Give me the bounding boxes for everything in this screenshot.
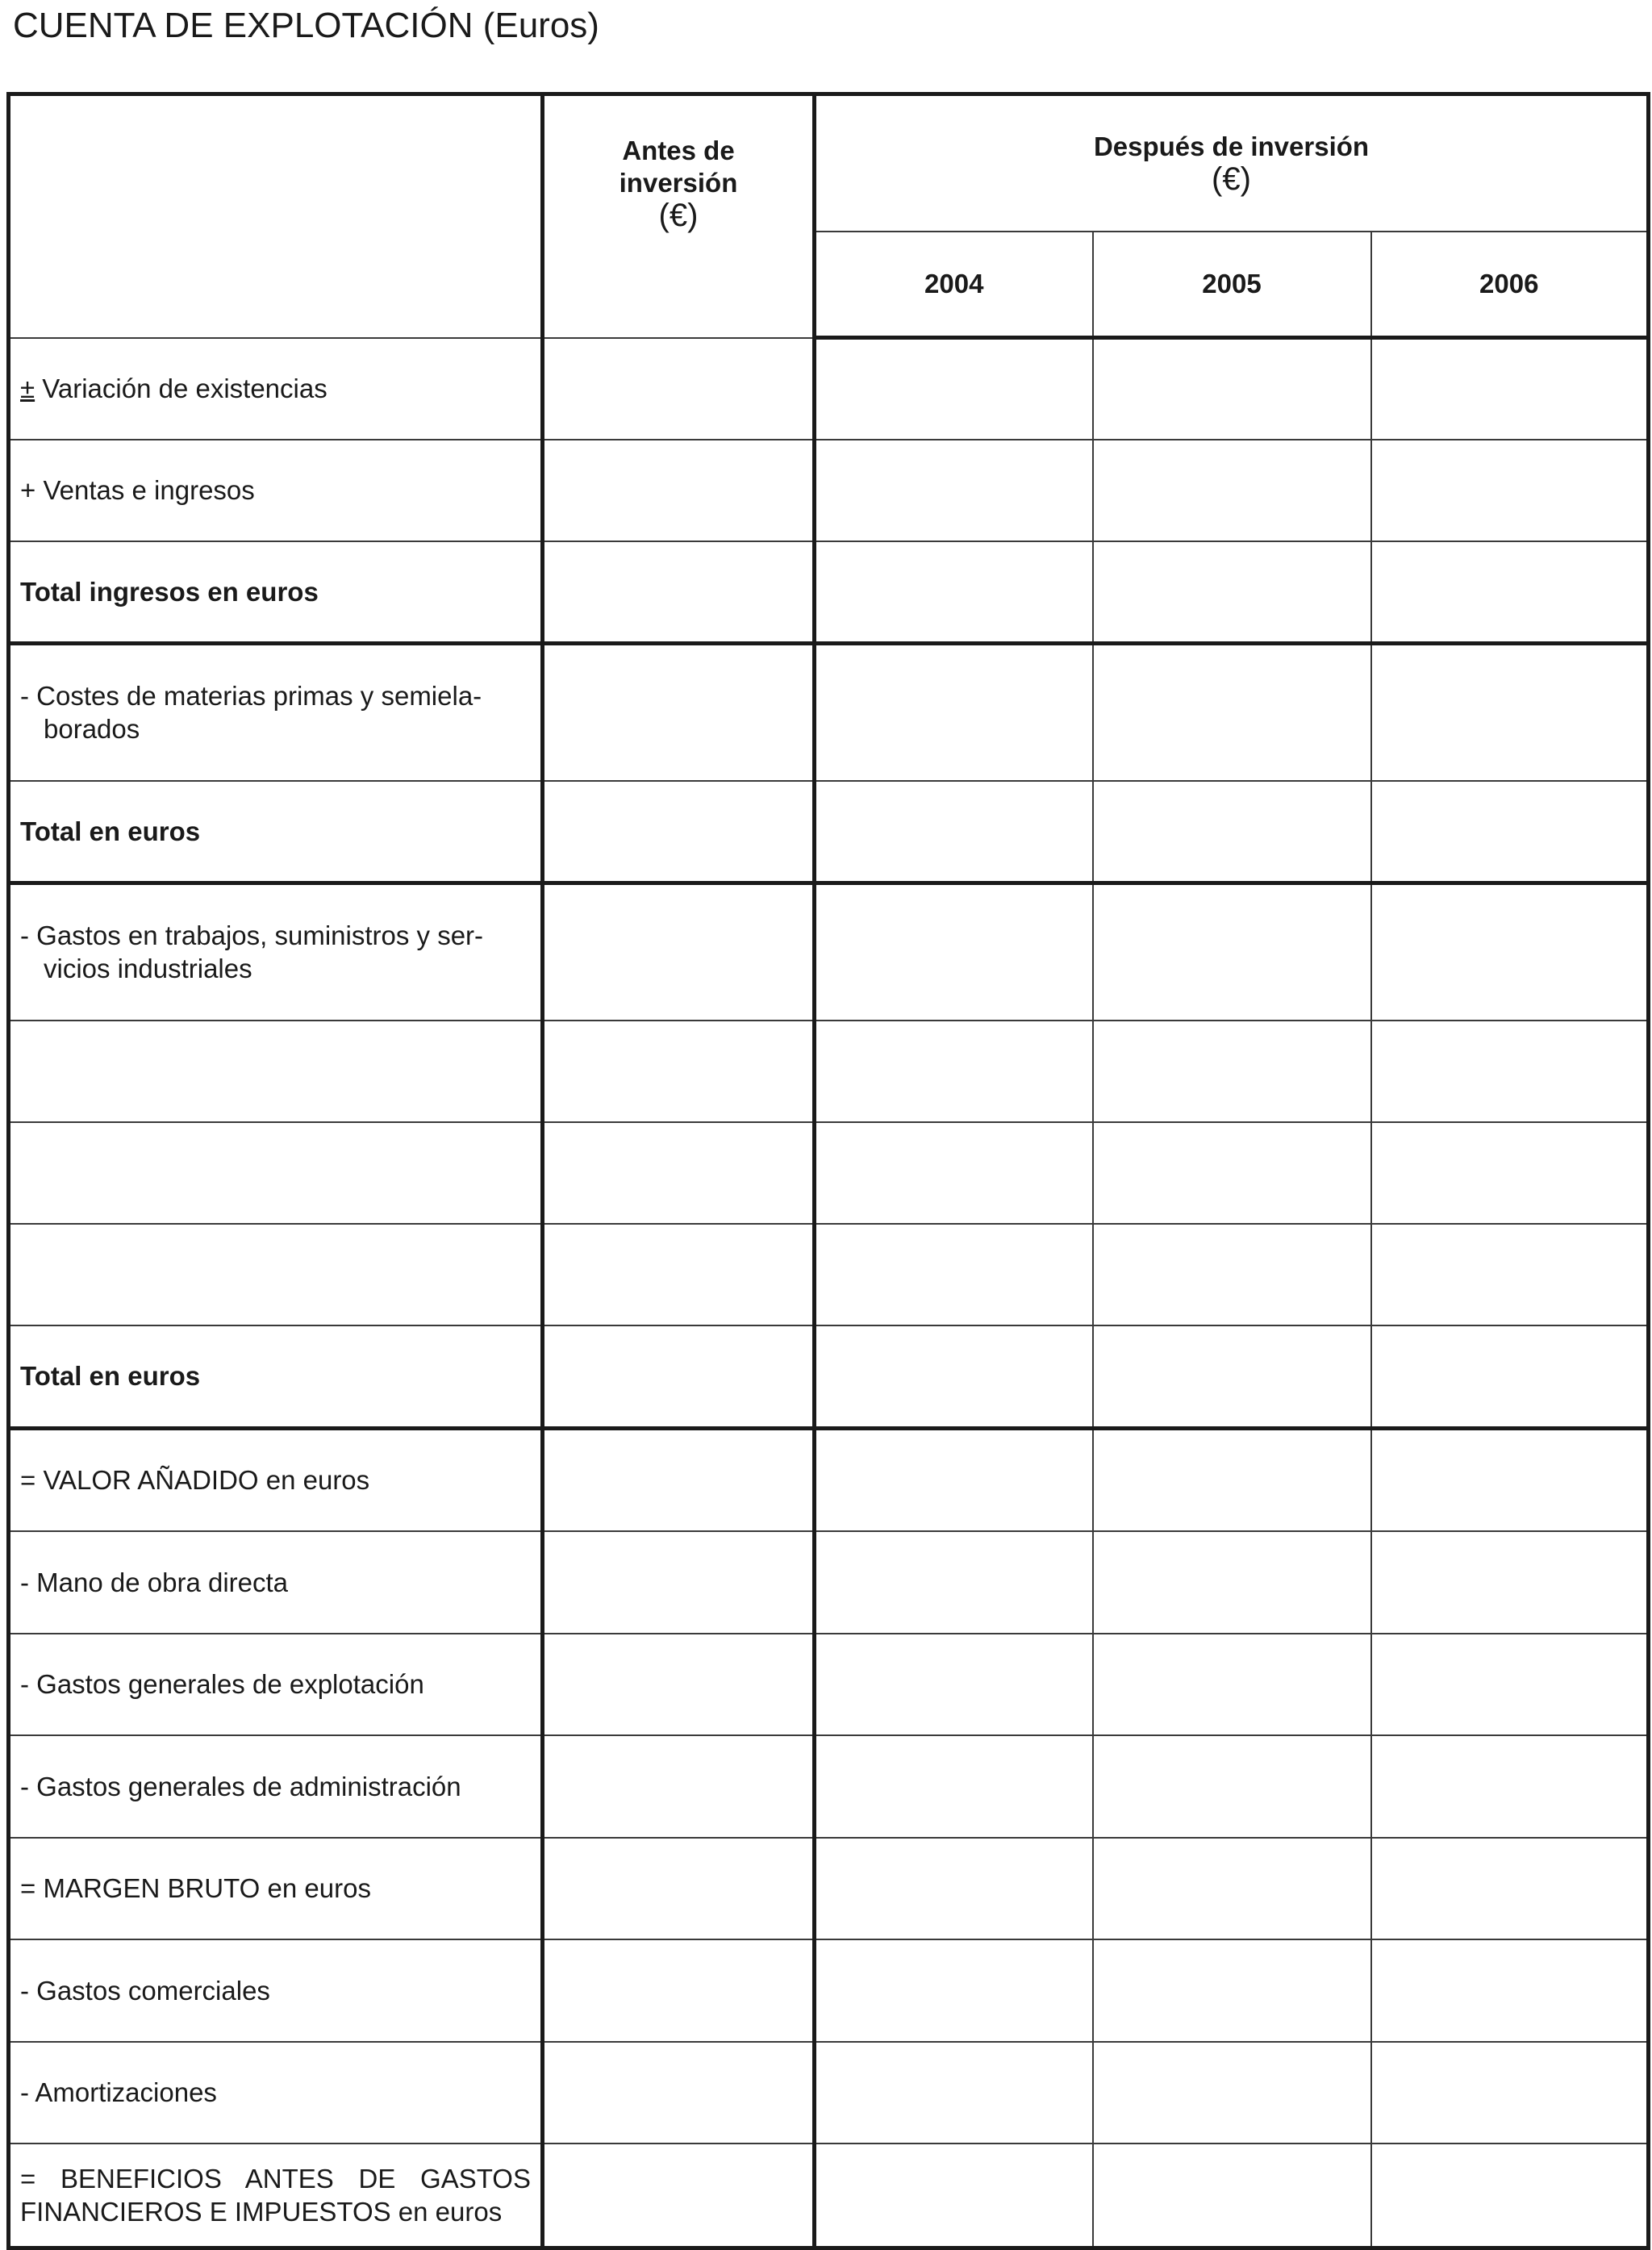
cell-2004[interactable] [815,883,1093,1021]
cell-2004[interactable] [815,440,1093,541]
plus-minus-sign: ± [20,374,35,403]
cell-antes[interactable] [543,541,815,644]
header-blank-cell [9,94,543,338]
cell-2006[interactable] [1371,781,1649,883]
cell-2005[interactable] [1093,440,1371,541]
row-label-gastos-administracion: - Gastos generales de administración [9,1735,543,1838]
cell-antes[interactable] [543,1122,815,1224]
header-despues-unit: (€) [1212,161,1251,198]
cell-antes[interactable] [543,1531,815,1634]
cell-2004[interactable] [815,781,1093,883]
cell-2006[interactable] [1371,883,1649,1021]
cell-2006[interactable] [1371,1122,1649,1224]
table-row [9,2042,1649,2144]
cell-2005[interactable] [1093,1122,1371,1224]
cell-2006[interactable] [1371,2042,1649,2144]
cell-2005[interactable] [1093,1634,1371,1735]
cell-2006[interactable] [1371,644,1649,781]
header-despues-line1: Después de inversión [1093,131,1370,162]
cell-2005[interactable] [1093,644,1371,781]
table-row [9,1429,1649,1531]
cell-2006[interactable] [1371,1224,1649,1325]
cell-2004[interactable] [815,644,1093,781]
table-row [9,1735,1649,1838]
cell-2006[interactable] [1371,541,1649,644]
cell-antes[interactable] [543,644,815,781]
row-label-text: - Gastos en trabajos, suministros y ser-vicios industriales [20,920,484,984]
row-label-text: - Costes de materias primas y semiela-borados [20,681,482,745]
cell-2006[interactable] [1371,2144,1649,2248]
cell-2004[interactable] [815,1838,1093,1939]
cell-2004[interactable] [815,1224,1093,1325]
header-year-2006: 2006 [1371,232,1649,338]
cell-2005[interactable] [1093,1224,1371,1325]
cell-2004[interactable] [815,1634,1093,1735]
header-antes-line1: Antes de [622,136,735,165]
cell-2006[interactable] [1371,338,1649,440]
table-row [9,338,1649,440]
row-label-blank[interactable] [9,1224,543,1325]
row-label-total-euros: Total en euros [9,1325,543,1429]
cell-2004[interactable] [815,541,1093,644]
cell-2006[interactable] [1371,1021,1649,1122]
table-row [9,1838,1649,1939]
cell-2006[interactable] [1371,1735,1649,1838]
cell-antes[interactable] [543,1021,815,1122]
row-label-total-ingresos: Total ingresos en euros [9,541,543,644]
cell-2004[interactable] [815,1939,1093,2042]
cell-2004[interactable] [815,2144,1093,2248]
header-antes-unit: (€) [658,198,699,233]
table-row [9,440,1649,541]
row-label-total-euros: Total en euros [9,781,543,883]
table-row [9,1634,1649,1735]
cell-2006[interactable] [1371,1838,1649,1939]
page-title: CUENTA DE EXPLOTACIÓN (Euros) [13,6,599,45]
cell-2004[interactable] [815,338,1093,440]
row-label-costes-materias [9,644,543,781]
cell-2005[interactable] [1093,1325,1371,1429]
cell-2005[interactable] [1093,1939,1371,2042]
header-despues-inversion [815,94,1649,232]
cell-antes[interactable] [543,1939,815,2042]
cell-2005[interactable] [1093,541,1371,644]
row-label-gastos-comerciales: - Gastos comerciales [9,1939,543,2042]
row-label-gastos-trabajos [9,883,543,1021]
cell-antes[interactable] [543,2042,815,2144]
table-row [9,541,1649,644]
row-label-beneficios: = BENEFICIOS ANTES DE GASTOS FINANCIEROS E IMPUESTOS en euros [9,2144,543,2248]
header-antes-inversion [543,94,815,338]
table-row [9,644,1649,781]
table-row [9,1939,1649,2042]
cell-2005[interactable] [1093,1735,1371,1838]
cell-antes[interactable] [543,1634,815,1735]
row-label-blank[interactable] [9,1021,543,1122]
cell-2005[interactable] [1093,781,1371,883]
table-row [9,1122,1649,1224]
row-label-gastos-explotacion: - Gastos generales de explotación [9,1634,543,1735]
cell-antes[interactable] [543,1429,815,1531]
row-label-variacion-existencias [9,338,543,440]
row-label-blank[interactable] [9,1122,543,1224]
table-row [9,1531,1649,1634]
income-statement-table [6,92,1650,2250]
cell-2005[interactable] [1093,1531,1371,1634]
cell-2005[interactable] [1093,2144,1371,2248]
row-label-mano-obra: - Mano de obra directa [9,1531,543,1634]
cell-2004[interactable] [815,1735,1093,1838]
cell-2005[interactable] [1093,338,1371,440]
table-row [9,781,1649,883]
cell-antes[interactable] [543,781,815,883]
cell-antes[interactable] [543,440,815,541]
cell-2004[interactable] [815,2042,1093,2144]
cell-2006[interactable] [1371,440,1649,541]
cell-2005[interactable] [1093,2042,1371,2144]
row-label-valor-anadido: = VALOR AÑADIDO en euros [9,1429,543,1531]
cell-antes[interactable] [543,1735,815,1838]
cell-2005[interactable] [1093,1429,1371,1531]
cell-2005[interactable] [1093,883,1371,1021]
cell-2006[interactable] [1371,1634,1649,1735]
cell-antes[interactable] [543,338,815,440]
header-year-2004: 2004 [815,232,1093,338]
cell-antes[interactable] [543,1838,815,1939]
table-row [9,883,1649,1021]
cell-2006[interactable] [1371,1939,1649,2042]
table-row [9,1021,1649,1122]
cell-antes[interactable] [543,883,815,1021]
row-label-text: Variación de existencias [35,374,327,403]
header-year-2005: 2005 [1093,232,1371,338]
cell-2006[interactable] [1371,1325,1649,1429]
row-label-margen-bruto: = MARGEN BRUTO en euros [9,1838,543,1939]
header-row-top [9,94,1649,232]
cell-2004[interactable] [815,1122,1093,1224]
cell-2005[interactable] [1093,1838,1371,1939]
table-row [9,1325,1649,1429]
row-label-amortizaciones: - Amortizaciones [9,2042,543,2144]
cell-antes[interactable] [543,1224,815,1325]
cell-2004[interactable] [815,1429,1093,1531]
cell-2005[interactable] [1093,1021,1371,1122]
cell-2006[interactable] [1371,1531,1649,1634]
cell-2006[interactable] [1371,1429,1649,1531]
cell-2004[interactable] [815,1021,1093,1122]
row-label-ventas-ingresos: + Ventas e ingresos [9,440,543,541]
cell-antes[interactable] [543,2144,815,2248]
header-antes-line2: inversión [619,168,738,198]
table-row [9,1224,1649,1325]
table-row [9,2144,1649,2248]
cell-antes[interactable] [543,1325,815,1429]
cell-2004[interactable] [815,1325,1093,1429]
cell-2004[interactable] [815,1531,1093,1634]
